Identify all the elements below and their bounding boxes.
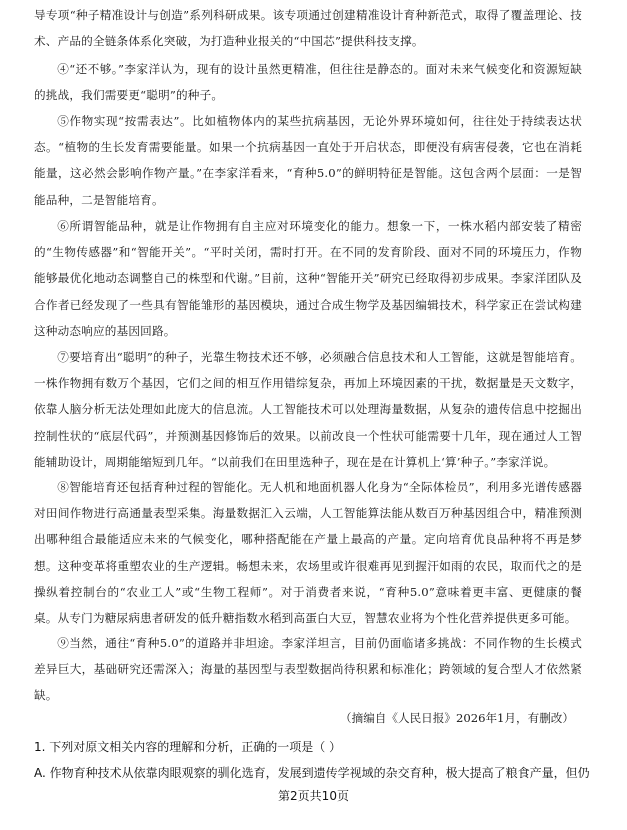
question-option-a: A. 作物育种技术从依靠肉眼观察的驯化选育，发展到遗传学视域的杂交育种，极大提高了粮食产量，但仍 — [34, 766, 590, 780]
source-citation: （摘编自《人民日报》2026年1月，有删改） — [340, 711, 574, 725]
page-number-footer: 第2页共10页 — [278, 789, 349, 803]
question-stem: 1. 下列对原文相关内容的理解和分析，正确的一项是（ ） — [34, 740, 342, 754]
paragraph-4: ④“还不够。”李家洋认为，现有的设计虽然更精准，但往往是静态的。面对未来气候变化和资源短缺的挑战，我们需要更“聪明”的种子。 — [34, 62, 582, 103]
paragraph-8: ⑧智能培育还包括育种过程的智能化。无人机和地面机器人化身为“全际体检员”，利用多光谱传感器对田间作物进行高通量表型采集。海量数据汇入云端，人工智能算法能从数百万种基因组合中，精准预测出哪种组合最能适应未来的气候变化，哪种搭配能在产量上最高的产量。定向培育优良品种将不再是梦想。这种变革将重塑农业的生产逻辑。畅想未来，农场里或许很难再见到握汗如雨的农民，取而代之的是操纵着控制台的“农业工人”或“生物工程师”。对于消费者来说，“育种5.0”意味着更丰富、更健康的餐桌。从专门为糖尿病患者研发的低升糖指数水稻到高蛋白大豆，智慧农业将为个性化营养提供更多可能。 — [34, 480, 582, 626]
paragraph-6: ⑥所谓智能品种，就是让作物拥有自主应对环境变化的能力。想象一下，一株水稻内部安装了精密的“生物传感器”和“智能开关”。“平时关闭，需时打开。在不同的发育阶段、面对不同的环境压力，作物能够最优化地动态调整自己的株型和代谢。”目前，这种“智能开关”研究已经取得初步成果。李家洋团队及合作者已经发现了一些具有智能雏形的基因模块，通过合成生物学及基因编辑技术，科学家正在尝试构建这种动态响应的基因回路。 — [34, 219, 582, 338]
paragraph-9: ⑨当然，通往“育种5.0”的道路并非坦途。李家洋坦言，目前仍面临诸多挑战：不同作物的生长模式差异巨大，基础研究还需深入；海量的基因型与表型数据尚待积累和标准化；跨领域的复合型人才依然紧缺。 — [34, 636, 582, 703]
paragraph-7: ⑦要培育出“聪明”的种子，光靠生物技术还不够，必须融合信息技术和人工智能，这就是智能培育。一株作物拥有数万个基因，它们之间的相互作用错综复杂，再加上环境因素的干扰，数据量是天文数字，依靠人脑分析无法处理如此庞大的信息流。人工智能技术可以处理海量数据，从复杂的遗传信息中挖掘出控制性状的“底层代码”，并预测基因修饰后的效果。以前改良一个性状可能需要十几年，现在通过人工智能辅助设计，周期能缩短到几年。“以前我们在田里选种子，现在是在计算机上‘算’种子。”李家洋说。 — [34, 350, 582, 469]
paragraph-3-continued: 导专项“种子精准设计与创造”系列科研成果。该专项通过创建精准设计育种新范式，取得了覆盖理论、技术、产品的全链条体系化突破，为打造种业报关的“中国芯”提供科技支撑。 — [34, 8, 582, 49]
paragraph-5: ⑤作物实现“按需表达”。比如植物体内的某些抗病基因，无论外界环境如何，往往处于持续表达状态。“植物的生长发育需要能量。如果一个抗病基因一直处于开启状态，即便没有病害侵袭，它也在消耗能量，这必然会影响作物产量。”在李家洋看来，“育种5.0”的鲜明特征是智能。这包含两个层面：一是智能品种，二是智能培育。 — [34, 114, 582, 207]
